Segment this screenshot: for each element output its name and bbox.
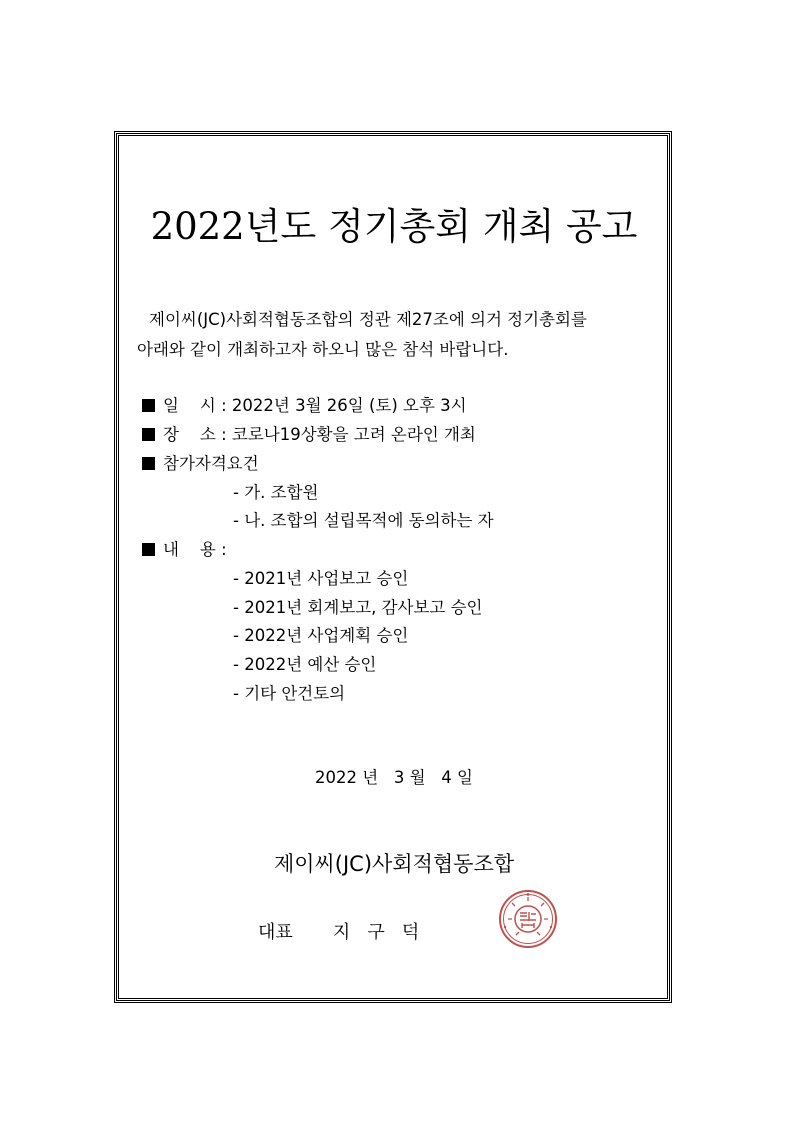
item-place <box>142 423 476 447</box>
intro-line-1: 제이씨(JC)사회적협동조합의 정관 제27조에 의거 정기총회를 <box>149 310 587 329</box>
item-date-label: 일 시 : <box>163 396 232 415</box>
item-qualification <box>142 452 259 476</box>
content-item: - 2022년 사업계획 승인 <box>233 626 409 645</box>
representative-name: 대표 지 구 덕 <box>258 922 420 943</box>
item-date <box>142 394 467 418</box>
intro-paragraph <box>137 305 657 365</box>
content-item: - 2021년 회계보고, 감사보고 승인 <box>233 598 483 617</box>
official-seal-icon <box>498 889 558 949</box>
qualification-item: - 나. 조합의 설립목적에 동의하는 자 <box>233 511 494 530</box>
square-bullet-icon <box>142 399 155 412</box>
notice-date: 2022 년 3 월 4 일 <box>314 768 473 787</box>
organization-name: 제이씨(JC)사회적협동조합 <box>273 852 515 876</box>
item-content <box>142 538 227 562</box>
content-item: - 2021년 사업보고 승인 <box>233 569 409 588</box>
square-bullet-icon <box>142 543 155 556</box>
item-date-value: 2022년 3월 26일 (토) 오후 3시 <box>231 396 467 415</box>
item-place-value: 코로나19상황을 고려 온라인 개최 <box>231 425 476 444</box>
qualification-item: - 가. 조합원 <box>233 483 319 502</box>
item-place-label: 장 소 : <box>163 425 232 444</box>
page-title: 2022년도 정기총회 개최 공고 <box>150 205 638 248</box>
content-item: - 기타 안건토의 <box>233 684 346 703</box>
item-qualification-label: 참가자격요건 <box>163 454 259 473</box>
square-bullet-icon <box>142 428 155 441</box>
item-content-label: 내 용 : <box>163 540 227 559</box>
intro-line-2: 아래와 같이 개최하고자 하오니 많은 참석 바랍니다. <box>137 340 509 359</box>
square-bullet-icon <box>142 457 155 470</box>
content-item: - 2022년 예산 승인 <box>233 655 377 674</box>
